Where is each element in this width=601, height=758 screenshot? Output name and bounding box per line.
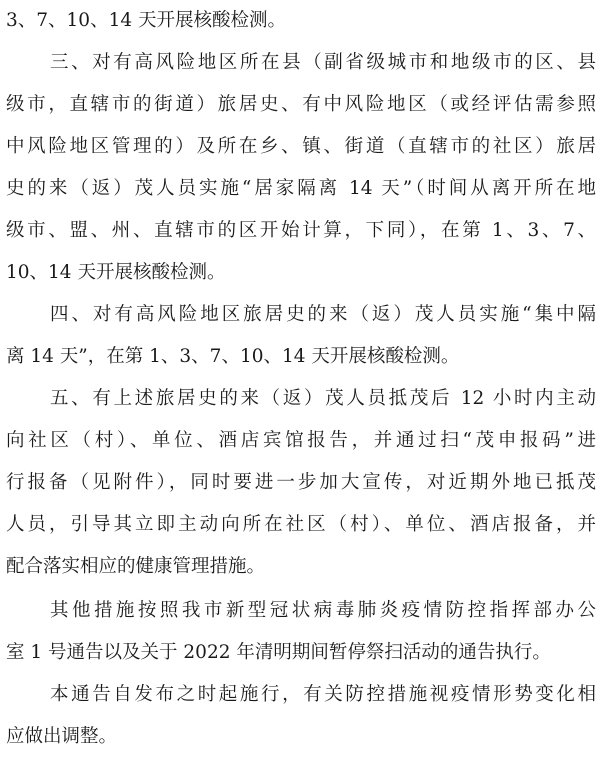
text-line: 三、对有高风险地区所在县（副省级城市和地级市的区、县 [50, 52, 596, 73]
text-line: 室 1 号通告以及关于 2022 年清明期间暂停祭扫活动的通告执行。 [6, 642, 551, 663]
text-line: 级市、盟、州、直辖市的区开始计算，下同），在第 1、3、7、 [6, 220, 596, 241]
text-line: 四、对有高风险地区旅居史的来（返）茂人员实施“集中隔 [50, 304, 596, 325]
text-line: 10、14 天开展核酸检测。 [6, 262, 226, 283]
text-line: 其他措施按照我市新型冠状病毒肺炎疫情防控指挥部办公 [50, 600, 596, 621]
text-line: 配合落实相应的健康管理措施。 [6, 556, 266, 577]
text-line: 中风险地区管理的）及所在乡、镇、街道（直辖市的社区）旅居 [6, 136, 596, 157]
text-line: 离 14 天”，在第 1、3、7、10、14 天开展核酸检测。 [6, 346, 460, 367]
text-line: 级市，直辖市的街道）旅居史、有中风险地区（或经评估需参照 [6, 94, 596, 115]
text-line: 史的来（返）茂人员实施“居家隔离 14 天”（时间从离开所在地 [6, 178, 596, 199]
text-line: 五、有上述旅居史的来（返）茂人员抵茂后 12 小时内主动 [50, 388, 596, 409]
text-line: 行报备（见附件），同时要进一步加大宣传，对近期外地已抵茂 [6, 472, 596, 493]
text-line: 应做出调整。 [6, 726, 118, 747]
text-line: 向社区（村）、单位、酒店宾馆报告，并通过扫“茂申报码”进 [6, 430, 596, 451]
text-line: 3、7、10、14 天开展核酸检测。 [6, 10, 287, 31]
text-line: 本通告自发布之时起施行，有关防控措施视疫情形势变化相 [50, 684, 596, 705]
text-line: 人员，引导其立即主动向所在社区（村）、单位、酒店报备，并 [6, 514, 596, 535]
